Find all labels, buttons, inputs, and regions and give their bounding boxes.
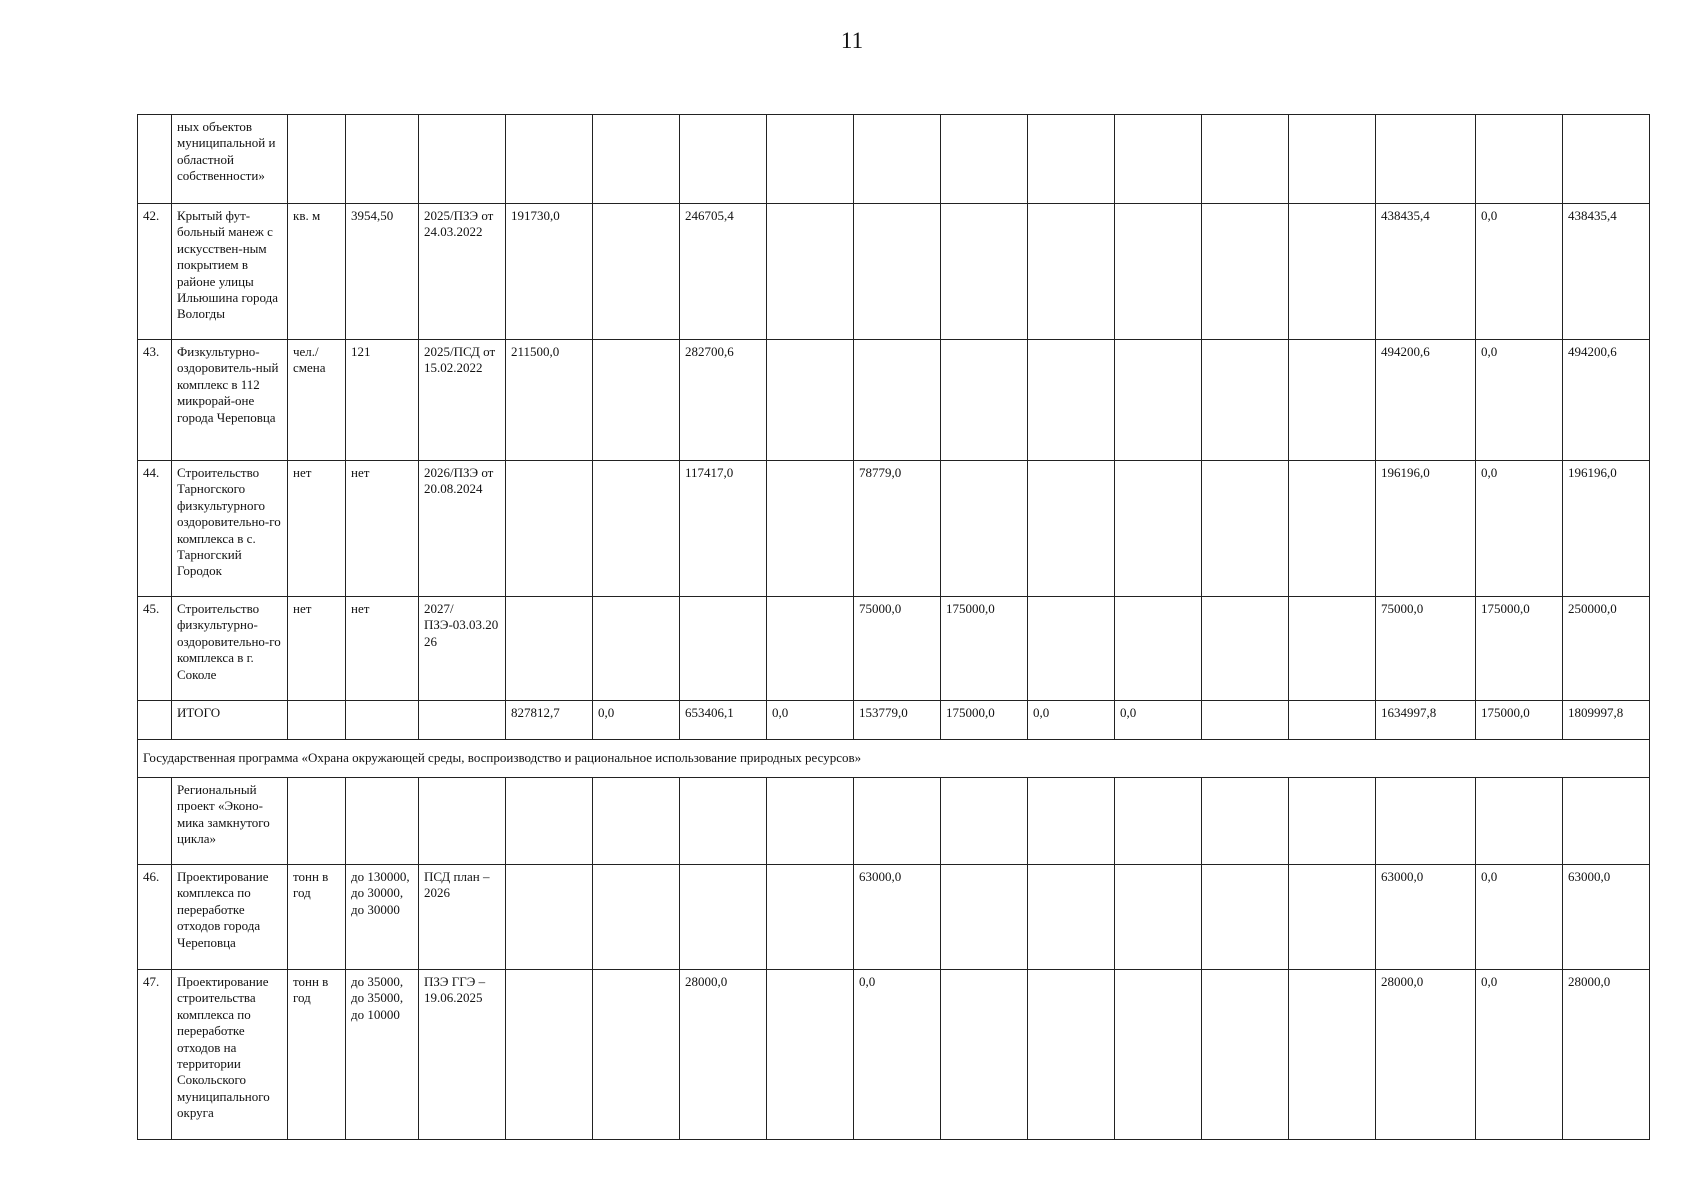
cell-value: 250000,0 — [1563, 597, 1650, 701]
cell-value — [506, 970, 593, 1140]
cell-unit — [288, 701, 346, 740]
cell-capacity: до 35000, до 35000, до 10000 — [346, 970, 419, 1140]
cell-value — [767, 597, 854, 701]
cell-value — [680, 597, 767, 701]
cell-value: 282700,6 — [680, 340, 767, 461]
cell-capacity — [346, 115, 419, 204]
cell-value — [506, 115, 593, 204]
cell-value — [1376, 778, 1476, 865]
cell-value: 0,0 — [1476, 204, 1563, 340]
table-row — [138, 461, 1650, 597]
cell-doc — [419, 778, 506, 865]
cell-value — [941, 865, 1028, 970]
cell-value — [941, 970, 1028, 1140]
cell-value: 0,0 — [593, 701, 680, 740]
table-body — [138, 115, 1650, 1140]
table-row — [138, 204, 1650, 340]
cell-value — [1563, 115, 1650, 204]
cell-value: 0,0 — [1028, 701, 1115, 740]
cell-capacity — [346, 701, 419, 740]
cell-value — [1202, 461, 1289, 597]
cell-name: Строительство физкультурно-оздоровительно-го комплекса в г. Соколе — [172, 597, 288, 701]
cell-value — [593, 778, 680, 865]
table-row — [138, 340, 1650, 461]
cell-value: 653406,1 — [680, 701, 767, 740]
cell-value — [593, 115, 680, 204]
cell-num — [138, 115, 172, 204]
cell-value: 0,0 — [1476, 461, 1563, 597]
cell-value — [1115, 970, 1202, 1140]
cell-value — [593, 461, 680, 597]
cell-num: 46. — [138, 865, 172, 970]
cell-value — [1115, 461, 1202, 597]
cell-value — [1115, 778, 1202, 865]
cell-value — [1115, 865, 1202, 970]
cell-value — [1289, 970, 1376, 1140]
cell-value — [1028, 865, 1115, 970]
cell-value — [1476, 778, 1563, 865]
cell-value — [1028, 204, 1115, 340]
cell-doc — [419, 115, 506, 204]
cell-value: 196196,0 — [1376, 461, 1476, 597]
cell-value: 1809997,8 — [1563, 701, 1650, 740]
cell-value — [1289, 865, 1376, 970]
cell-value — [1028, 461, 1115, 597]
cell-unit — [288, 778, 346, 865]
cell-value: 117417,0 — [680, 461, 767, 597]
cell-unit: тонн в год — [288, 970, 346, 1140]
table-row — [138, 597, 1650, 701]
total-row — [138, 701, 1650, 740]
cell-doc: 2025/ПСД от 15.02.2022 — [419, 340, 506, 461]
cell-value — [767, 865, 854, 970]
cell-value — [1289, 204, 1376, 340]
table-row — [138, 970, 1650, 1140]
cell-value: 175000,0 — [1476, 701, 1563, 740]
cell-value: 0,0 — [854, 970, 941, 1140]
cell-unit — [288, 115, 346, 204]
cell-value: 28000,0 — [680, 970, 767, 1140]
cell-value: 1634997,8 — [1376, 701, 1476, 740]
cell-value: 63000,0 — [1563, 865, 1650, 970]
cell-unit: чел./ смена — [288, 340, 346, 461]
cell-value — [854, 340, 941, 461]
cell-capacity: нет — [346, 597, 419, 701]
cell-value: 0,0 — [1476, 865, 1563, 970]
cell-value — [1289, 340, 1376, 461]
cell-value: 0,0 — [1476, 970, 1563, 1140]
cell-value: 75000,0 — [854, 597, 941, 701]
cell-value: 494200,6 — [1563, 340, 1650, 461]
cell-num — [138, 778, 172, 865]
cell-capacity: 121 — [346, 340, 419, 461]
cell-value: 175000,0 — [1476, 597, 1563, 701]
cell-unit: кв. м — [288, 204, 346, 340]
cell-name: Региональный проект «Эконо-мика замкнутого цикла» — [172, 778, 288, 865]
cell-value — [854, 778, 941, 865]
cell-value — [941, 115, 1028, 204]
cell-value — [941, 461, 1028, 597]
cell-value: 0,0 — [1476, 340, 1563, 461]
cell-name: Крытый фут-больный манеж с искусствен-ным покрытием в районе улицы Ильюшина города Вологды — [172, 204, 288, 340]
cell-value — [1028, 778, 1115, 865]
cell-capacity: 3954,50 — [346, 204, 419, 340]
cell-value: 438435,4 — [1563, 204, 1650, 340]
cell-value — [1115, 204, 1202, 340]
cell-value — [1376, 115, 1476, 204]
cell-value: 175000,0 — [941, 597, 1028, 701]
cell-value — [1289, 461, 1376, 597]
cell-value — [854, 204, 941, 340]
cell-doc — [419, 701, 506, 740]
cell-unit: нет — [288, 597, 346, 701]
cell-unit: тонн в год — [288, 865, 346, 970]
cell-value — [1115, 115, 1202, 204]
cell-value — [767, 778, 854, 865]
cell-name: Строительство Тарногского физкультурного оздоровительно-го комплекса в с. Тарногский Городок — [172, 461, 288, 597]
cell-value: 196196,0 — [1563, 461, 1650, 597]
cell-capacity — [346, 778, 419, 865]
cell-value: 28000,0 — [1563, 970, 1650, 1140]
cell-value: 28000,0 — [1376, 970, 1476, 1140]
cell-name: ных объектов муниципальной и областной собственности» — [172, 115, 288, 204]
cell-value — [680, 778, 767, 865]
cell-value — [1028, 115, 1115, 204]
table-row — [138, 115, 1650, 204]
cell-value — [854, 115, 941, 204]
cell-value — [506, 865, 593, 970]
cell-value — [1202, 701, 1289, 740]
cell-value — [593, 597, 680, 701]
cell-value — [593, 865, 680, 970]
cell-value — [1202, 597, 1289, 701]
cell-doc: ПЗЭ ГГЭ – 19.06.2025 — [419, 970, 506, 1140]
cell-value: 438435,4 — [1376, 204, 1476, 340]
cell-value — [680, 115, 767, 204]
cell-value — [1115, 340, 1202, 461]
cell-num: 43. — [138, 340, 172, 461]
cell-value — [593, 340, 680, 461]
cell-value — [1289, 778, 1376, 865]
cell-value: 75000,0 — [1376, 597, 1476, 701]
cell-doc: 2026/ПЗЭ от 20.08.2024 — [419, 461, 506, 597]
cell-value: 827812,7 — [506, 701, 593, 740]
cell-value — [593, 970, 680, 1140]
cell-capacity: нет — [346, 461, 419, 597]
cell-value: 0,0 — [767, 701, 854, 740]
cell-value — [1289, 597, 1376, 701]
cell-value — [1028, 597, 1115, 701]
cell-num — [138, 701, 172, 740]
cell-value — [1202, 970, 1289, 1140]
cell-value — [1563, 778, 1650, 865]
cell-unit: нет — [288, 461, 346, 597]
cell-value: 246705,4 — [680, 204, 767, 340]
cell-value — [680, 865, 767, 970]
cell-value — [1202, 204, 1289, 340]
cell-value: 175000,0 — [941, 701, 1028, 740]
program-heading-row — [138, 740, 1650, 778]
cell-value — [506, 778, 593, 865]
cell-value — [1028, 340, 1115, 461]
cell-value: 153779,0 — [854, 701, 941, 740]
cell-value: 211500,0 — [506, 340, 593, 461]
cell-value: 191730,0 — [506, 204, 593, 340]
cell-value — [1115, 597, 1202, 701]
cell-value — [1028, 970, 1115, 1140]
cell-value — [767, 115, 854, 204]
total-label: ИТОГО — [172, 701, 288, 740]
cell-value — [1202, 865, 1289, 970]
cell-value: 0,0 — [1115, 701, 1202, 740]
cell-value — [941, 778, 1028, 865]
cell-value — [1289, 701, 1376, 740]
cell-num: 44. — [138, 461, 172, 597]
table-row — [138, 778, 1650, 865]
cell-num: 45. — [138, 597, 172, 701]
cell-num: 42. — [138, 204, 172, 340]
cell-value: 78779,0 — [854, 461, 941, 597]
cell-name: Проектирование комплекса по переработке отходов города Череповца — [172, 865, 288, 970]
cell-value: 63000,0 — [854, 865, 941, 970]
table-row — [138, 865, 1650, 970]
cell-value — [506, 461, 593, 597]
cell-capacity: до 130000, до 30000, до 30000 — [346, 865, 419, 970]
investment-table — [137, 114, 1650, 1140]
cell-value — [767, 970, 854, 1140]
cell-value — [767, 340, 854, 461]
cell-value: 494200,6 — [1376, 340, 1476, 461]
cell-num: 47. — [138, 970, 172, 1140]
cell-value — [1202, 778, 1289, 865]
cell-value — [593, 204, 680, 340]
cell-name: Проектирование строительства комплекса по переработке отходов на территории Сокольского муниципального округа — [172, 970, 288, 1140]
cell-doc: 2027/ПЗЭ-03.03.2026 — [419, 597, 506, 701]
cell-value — [941, 204, 1028, 340]
cell-value: 63000,0 — [1376, 865, 1476, 970]
page-number: 11 — [840, 28, 864, 53]
cell-value — [1476, 115, 1563, 204]
cell-value — [1202, 115, 1289, 204]
program-title: Государственная программа «Охрана окружающей среды, воспроизводство и рациональное использование природных ресурсов» — [138, 740, 1650, 778]
cell-name: Физкультурно-оздоровитель-ный комплекс в 112 микрорай-оне города Череповца — [172, 340, 288, 461]
cell-value — [1202, 340, 1289, 461]
cell-value — [767, 461, 854, 597]
cell-value — [506, 597, 593, 701]
cell-value — [767, 204, 854, 340]
cell-value — [941, 340, 1028, 461]
cell-doc: 2025/ПЗЭ от 24.03.2022 — [419, 204, 506, 340]
cell-value — [1289, 115, 1376, 204]
cell-doc: ПСД план – 2026 — [419, 865, 506, 970]
